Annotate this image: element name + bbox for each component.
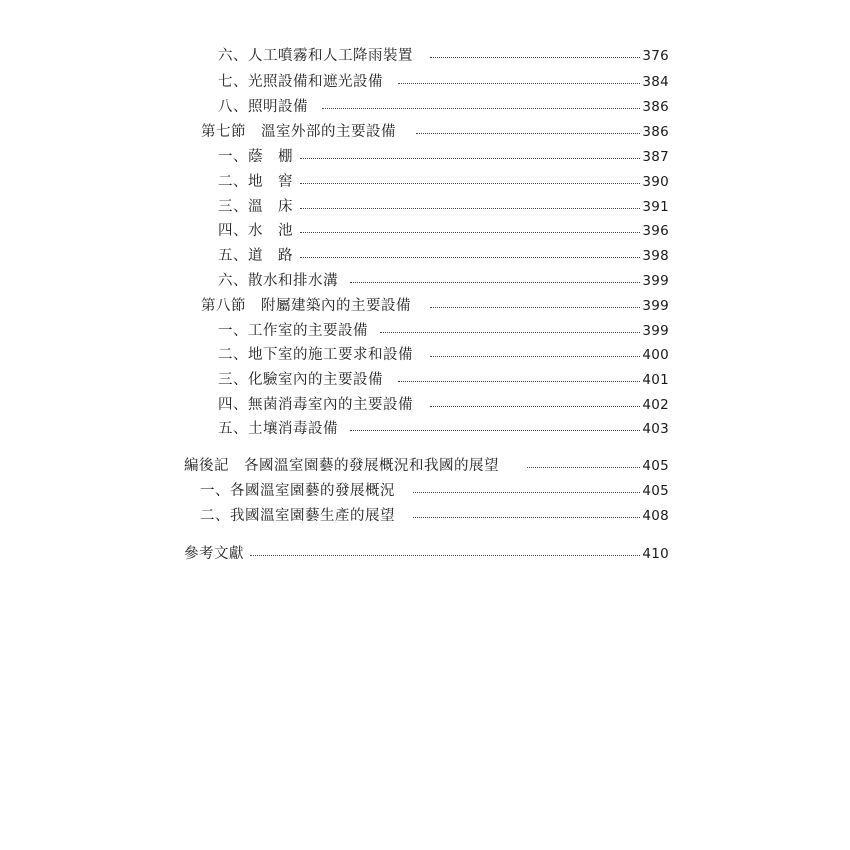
toc-entry-title: 五、道 路 — [218, 248, 293, 264]
toc-entry-title: 第八節 附屬建築內的主要設備 — [201, 298, 411, 314]
toc-entry-title: 三、化驗室內的主要設備 — [218, 372, 383, 388]
toc-dot-leader — [430, 356, 640, 357]
toc-dot-leader — [350, 282, 640, 283]
toc-page-number: 391 — [642, 199, 669, 215]
toc-dot-leader — [413, 517, 640, 518]
toc-dot-leader — [300, 208, 640, 209]
toc-entry-title: 七、光照設備和遮光設備 — [218, 74, 383, 90]
toc-page-number: 408 — [642, 508, 669, 524]
toc-page-number: 398 — [642, 248, 669, 264]
toc-dot-leader — [430, 57, 640, 58]
toc-entry-title: 八、照明設備 — [218, 99, 308, 115]
toc-entry — [0, 220, 850, 242]
toc-entry — [0, 196, 850, 218]
toc-entry — [0, 295, 850, 317]
toc-entry — [0, 455, 850, 477]
toc-entry — [0, 270, 850, 292]
toc-page-number: 386 — [642, 124, 669, 140]
toc-dot-leader — [430, 307, 640, 308]
toc-dot-leader — [300, 257, 640, 258]
toc-entry-title: 二、地 窖 — [218, 174, 293, 190]
toc-page-number: 376 — [642, 48, 669, 64]
toc-page-number: 384 — [642, 74, 669, 90]
toc-page-number: 390 — [642, 174, 669, 190]
toc-entry-title: 二、地下室的施工要求和設備 — [218, 347, 413, 363]
toc-page-number: 400 — [642, 347, 669, 363]
toc-entry-title: 二、我國溫室園藝生產的展望 — [200, 508, 395, 524]
toc-page-number: 410 — [642, 546, 669, 562]
toc-page-number: 401 — [642, 372, 669, 388]
toc-page-number: 399 — [642, 323, 669, 339]
toc-entry — [0, 96, 850, 118]
toc-page-number: 396 — [642, 223, 669, 239]
toc-entry — [0, 505, 850, 527]
toc-page-number: 402 — [642, 397, 669, 413]
toc-page-number: 399 — [642, 273, 669, 289]
toc-dot-leader — [527, 467, 640, 468]
toc-dot-leader — [398, 83, 640, 84]
toc-dot-leader — [398, 381, 640, 382]
toc-dot-leader — [250, 555, 640, 556]
toc-entry — [0, 146, 850, 168]
toc-dot-leader — [380, 332, 640, 333]
toc-dot-leader — [413, 492, 640, 493]
toc-entry-title: 三、溫 床 — [218, 199, 293, 215]
toc-dot-leader — [430, 406, 640, 407]
toc-entry — [0, 480, 850, 502]
toc-entry-title: 一、工作室的主要設備 — [218, 323, 368, 339]
toc-entry-title: 六、人工噴霧和人工降雨裝置 — [218, 48, 413, 64]
toc-dot-leader — [416, 133, 640, 134]
toc-entry — [0, 344, 850, 366]
toc-dot-leader — [322, 108, 640, 109]
toc-entry-title: 一、各國溫室園藝的發展概況 — [200, 483, 395, 499]
toc-entry — [0, 71, 850, 93]
toc-dot-leader — [300, 158, 640, 159]
toc-page-number: 387 — [642, 149, 669, 165]
toc-entry-title: 六、散水和排水溝 — [218, 273, 338, 289]
toc-page-number: 403 — [642, 421, 669, 437]
toc-entry-title: 一、蔭 棚 — [218, 149, 293, 165]
toc-entry-title: 第七節 溫室外部的主要設備 — [201, 124, 396, 140]
toc-entry-title: 五、土壤消毒設備 — [218, 421, 338, 437]
toc-dot-leader — [300, 183, 640, 184]
toc-page-number: 405 — [642, 483, 669, 499]
toc-entry-title: 四、水 池 — [218, 223, 293, 239]
toc-entry — [0, 543, 850, 565]
toc-entry-title: 編後記 各國溫室園藝的發展概況和我國的展望 — [184, 458, 499, 474]
toc-entry — [0, 121, 850, 143]
toc-entry — [0, 320, 850, 342]
toc-entry-title: 四、無菌消毒室內的主要設備 — [218, 397, 413, 413]
toc-page-number: 399 — [642, 298, 669, 314]
toc-entry — [0, 394, 850, 416]
toc-entry — [0, 418, 850, 440]
toc-entry — [0, 369, 850, 391]
toc-dot-leader — [350, 430, 640, 431]
toc-entry — [0, 45, 850, 67]
toc-dot-leader — [300, 232, 640, 233]
toc-page-number: 386 — [642, 99, 669, 115]
toc-page-number: 405 — [642, 458, 669, 474]
toc-entry-title: 參考文獻 — [184, 546, 244, 562]
toc-entry — [0, 171, 850, 193]
toc-entry — [0, 245, 850, 267]
